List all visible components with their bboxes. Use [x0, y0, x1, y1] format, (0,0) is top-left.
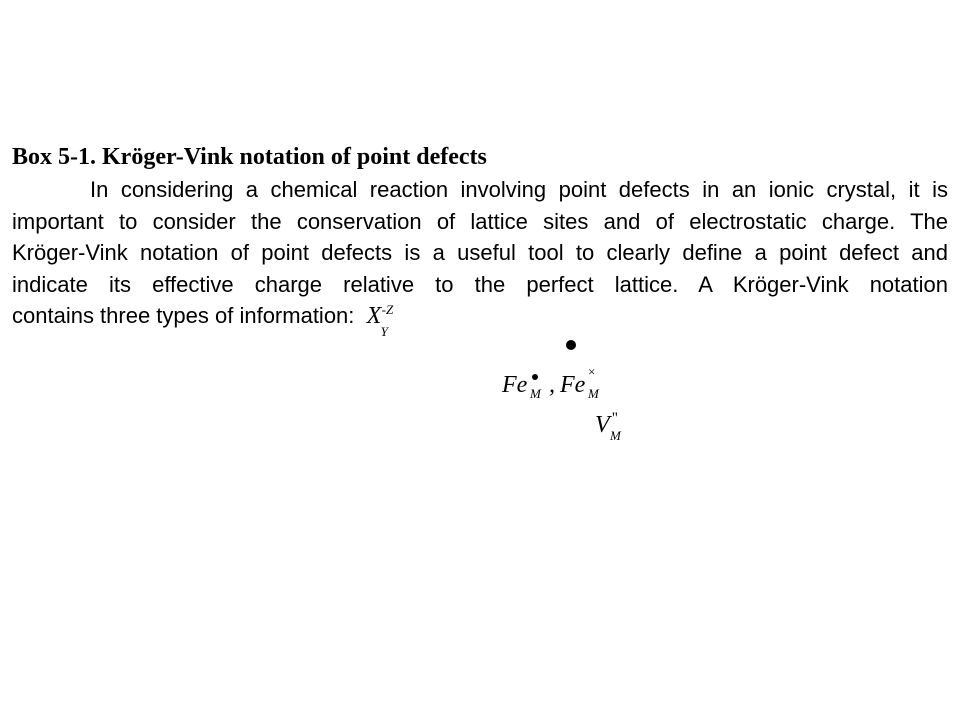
paragraph-line-4: indicate its effective charge relative to the perfect lattice. A Kröger-Vink notation — [12, 271, 948, 297]
vacancy-base: V — [595, 412, 610, 438]
vacancy-subscript: M — [610, 428, 621, 443]
bullet-dot-icon — [566, 340, 576, 350]
notation-superscript: -Z — [381, 302, 394, 317]
paragraph-line-1: In considering a chemical reaction involving point defects in an ionic crystal, it is — [90, 177, 948, 202]
paragraph-line-5-text: contains three types of information: — [12, 303, 355, 328]
paragraph-line-2: important to consider the conservation of lattice sites and of electrostatic charge. The — [12, 208, 948, 234]
paragraph-line-3: Kröger-Vink notation of point defects is a useful tool to clearly define a point defect and — [12, 240, 948, 265]
fe-notation-examples — [502, 364, 642, 404]
fe-base-2: Fe — [560, 372, 586, 398]
notation-subscript: Y — [380, 324, 388, 339]
kroger-vink-general-notation — [366, 300, 407, 339]
fe-subscript-2: M — [588, 386, 599, 401]
fe-subscript-1: M — [530, 386, 541, 401]
fe-base-1: Fe — [502, 372, 528, 398]
box-title: Box 5-1. Kröger-Vink notation of point defects — [12, 144, 487, 170]
neutral-charge-mark: × — [588, 364, 596, 379]
positive-charge-dot-icon — [532, 374, 538, 380]
negative-charge-marks: '' — [612, 410, 618, 427]
box-paragraph — [12, 174, 948, 339]
notation-base: X — [366, 303, 382, 329]
paragraph-line-5 — [12, 300, 948, 339]
fe-separator: , — [549, 372, 555, 398]
vacancy-notation — [595, 410, 645, 446]
